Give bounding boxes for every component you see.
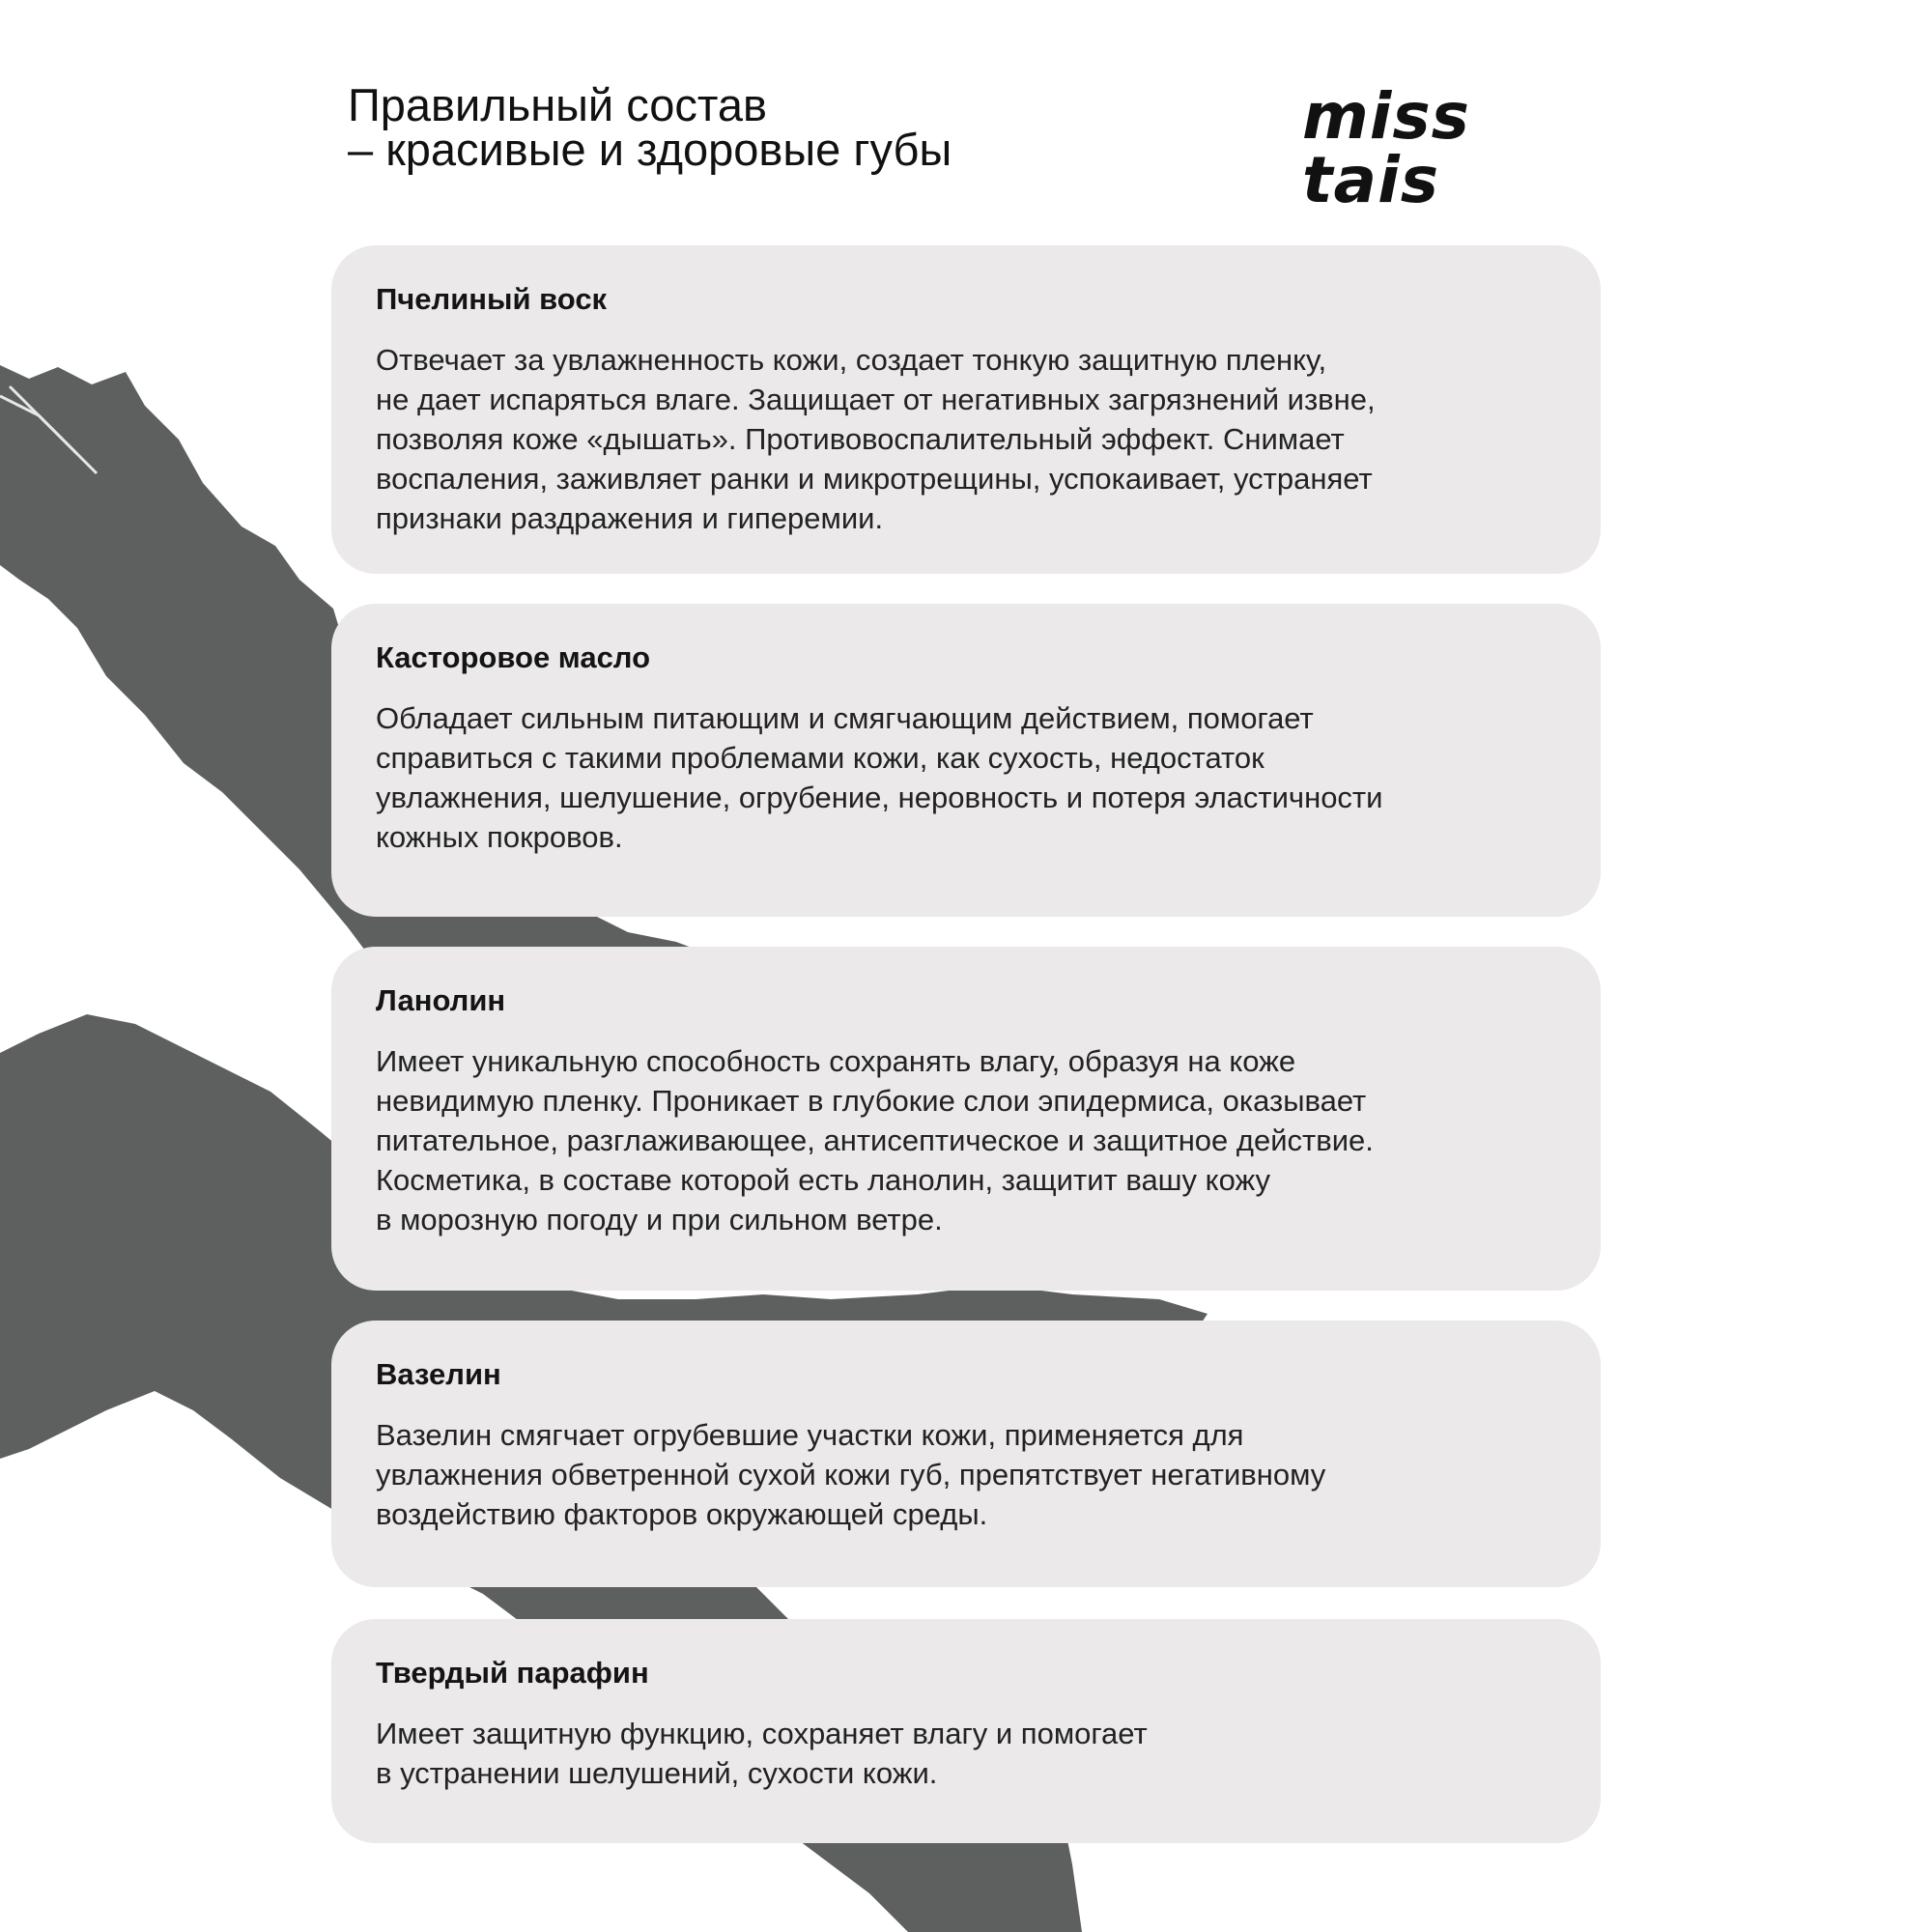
ingredient-card-beeswax bbox=[331, 245, 1601, 574]
ingredient-title: Пчелиный воск bbox=[376, 282, 608, 316]
ingredient-description: Отвечает за увлажненность кожи, создает тонкую защитную пленку, не дает испаряться влаге. Защищает от негативных загрязнений извне, позволяя коже «дышать». Противовоспалительный эффект. Снимает воспаления, заживляет ранки и микротрещины, успокаивает, устраняет признаки раздражения и гиперемии. bbox=[376, 343, 1376, 535]
ingredient-description: Имеет защитную функцию, сохраняет влагу и помогает в устранении шелушений, сухости кожи. bbox=[376, 1717, 1148, 1790]
ingredient-title: Касторовое масло bbox=[376, 640, 651, 674]
ingredient-title: Вазелин bbox=[376, 1357, 501, 1391]
ingredient-description: Обладает сильным питающим и смягчающим действием, помогает справиться с такими проблемами кожи, как сухость, недостаток увлажнения, шелушение, огрубение, неровность и потеря эластичности кожных покровов. bbox=[376, 701, 1383, 854]
ingredient-title: Твердый парафин bbox=[376, 1656, 649, 1690]
ingredient-title: Ланолин bbox=[376, 983, 506, 1017]
brand-logo-text: miss tais bbox=[1302, 79, 1470, 217]
page-title-line-1: Правильный состав bbox=[348, 79, 768, 130]
ingredient-description: Имеет уникальную способность сохранять влагу, образуя на коже невидимую пленку. Проникает в глубокие слои эпидермиса, оказывает питательное, разглаживающее, антисептическое и защитное действие. Косметика, в составе которой есть ланолин, защитит вашу кожу в морозную погоду и при сильном ветре. bbox=[376, 1044, 1374, 1236]
page-title-line-2: – красивые и здоровые губы bbox=[348, 124, 952, 175]
ingredient-card-paraffin bbox=[331, 1619, 1601, 1843]
page-title bbox=[348, 79, 952, 175]
ingredient-card-castor-oil bbox=[331, 604, 1601, 917]
brand-logo bbox=[1302, 79, 1590, 217]
ingredient-card-lanolin bbox=[331, 947, 1601, 1291]
ingredient-card-vaseline bbox=[331, 1321, 1601, 1587]
ingredient-description: Вазелин смягчает огрубевшие участки кожи, применяется для увлажнения обветренной сухой кожи губ, препятствует негативному воздействию факторов окружающей среды. bbox=[376, 1418, 1326, 1531]
